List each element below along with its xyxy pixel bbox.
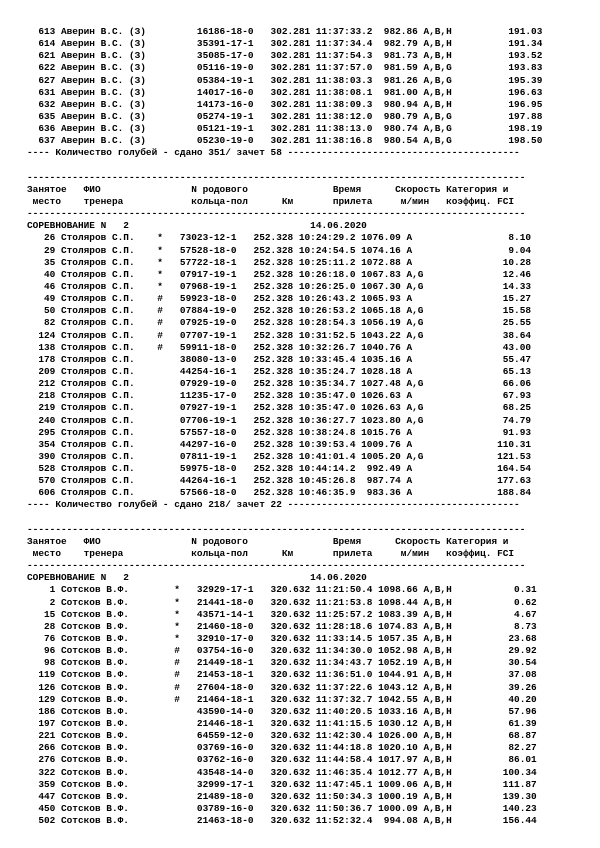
result-row: 96 Сотсков В.Ф. # 03754-16-0 320.632 11:34:30.0 1052.98 A,B,H 29.92 [27,645,537,657]
result-row: 632 Аверин В.С. (З) 14173-16-0 302.281 11:38:09.3 980.94 A,B,H 196.95 [27,98,543,110]
result-row: 218 Столяров С.П. 11235-17-0 252.328 10:35:47.0 1026.63 A 67.93 [27,390,532,402]
header-line: Занятое ФИО N родового Время Скорость Категория и [27,535,509,547]
result-row: 450 Сотсков В.Ф. 03789-16-0 320.632 11:50:36.7 1000.09 A,B,H 140.23 [27,803,537,814]
result-row: 359 Сотсков В.Ф. 32999-17-1 320.632 11:47:45.1 1009.06 A,B,H 111.87 [27,778,537,790]
section-gap [27,160,600,172]
result-row: 322 Сотсков В.Ф. 43548-14-0 320.632 11:46:35.4 1012.77 A,B,H 100.34 [27,766,537,778]
result-row: 40 Столяров С.П. * 07917-19-1 252.328 10:26:18.0 1067.83 A,G 12.46 [27,268,532,280]
section-gap [27,512,600,524]
result-row: 627 Аверин В.С. (З) 05384-19-1 302.281 11:38:03.3 981.26 A,B,G 195.39 [27,74,543,86]
result-row: 129 Сотсков В.Ф. # 21464-18-1 320.632 11:37:32.7 1042.55 A,B,H 40.20 [27,693,537,705]
result-row: 354 Столяров С.П. 44297-16-0 252.328 10:39:53.4 1009.76 A 110.31 [27,438,532,450]
section-summary: ---- Количество голубей - сдано 218/ зачет 22 ----------------------------------------- [27,499,520,511]
result-row: 528 Столяров С.П. 59975-18-0 252.328 10:44:14.2 992.49 A 164.54 [27,463,532,475]
result-row: 26 Столяров С.П. * 73023-12-1 252.328 10:24:29.2 1076.09 A 8.10 [27,232,532,244]
competition-line: СОРЕВНОВАНИЕ N 2 14.06.2020 [27,572,367,584]
result-row: 240 Столяров С.П. 07706-19-1 252.328 10:36:27.7 1023.80 A,G 74.79 [27,414,532,426]
separator-line: ---------------------------------------------------------------------------------------- [27,523,526,535]
separator-line: ---------------------------------------------------------------------------------------- [27,560,526,572]
result-row: 622 Аверин В.С. (З) 05116-19-0 302.281 11:37:57.0 981.59 A,B,G 193.83 [27,62,543,74]
result-row: 276 Сотсков В.Ф. 03762-16-0 320.632 11:44:58.4 1017.97 A,B,H 86.01 [27,754,537,766]
result-row: 1 Сотсков В.Ф. * 32929-17-1 320.632 11:21:50.4 1098.66 A,B,H 0.31 [27,584,537,596]
result-row: 219 Столяров С.П. 07927-19-1 252.328 10:35:47.0 1026.63 A,G 68.25 [27,402,532,414]
result-row: 613 Аверин В.С. (З) 16186-18-0 302.281 11:37:33.2 982.86 A,B,H 191.03 [27,26,543,37]
result-row: 570 Столяров С.П. 44264-16-1 252.328 10:45:26.8 987.74 A 177.63 [27,475,532,487]
result-row: 46 Столяров С.П. * 07968-19-1 252.328 10:26:25.0 1067.30 A,G 14.33 [27,280,532,292]
result-row: 631 Аверин В.С. (З) 14017-16-0 302.281 11:38:08.1 981.00 A,B,H 196.63 [27,86,543,98]
result-row: 76 Сотсков В.Ф. * 32910-17-0 320.632 11:33:14.5 1057.35 A,B,H 23.68 [27,633,537,645]
result-row: 636 Аверин В.С. (З) 05121-19-1 302.281 11:38:13.0 980.74 A,B,G 198.19 [27,123,543,135]
header-line: место тренера кольца-пол Км прилета м/мин коэффиц. FCI [27,195,515,207]
result-row: 28 Сотсков В.Ф. * 21460-18-0 320.632 11:28:18.6 1074.83 A,B,H 8.73 [27,620,537,632]
result-row: 35 Столяров С.П. * 57722-18-1 252.328 10:25:11.2 1072.88 A 10.28 [27,256,532,268]
result-row: 49 Столяров С.П. # 59923-18-0 252.328 10:26:43.2 1065.93 A 15.27 [27,293,532,305]
result-row: 178 Столяров С.П. 38080-13-0 252.328 10:33:45.4 1035.16 A 55.47 [27,353,532,365]
result-row: 606 Столяров С.П. 57566-18-0 252.328 10:46:35.9 983.36 A 188.84 [27,487,532,499]
result-row: 119 Сотсков В.Ф. # 21453-18-1 320.632 11:36:51.0 1044.91 A,B,H 37.08 [27,669,537,681]
result-row: 221 Сотсков В.Ф. 64559-12-0 320.632 11:42:30.4 1026.00 A,B,H 68.87 [27,730,537,742]
header-line: место тренера кольца-пол Км прилета м/мин коэффиц. FCI [27,548,515,560]
result-row: 637 Аверин В.С. (З) 05230-19-0 302.281 11:38:16.8 980.54 A,B,G 198.50 [27,135,543,147]
result-row: 209 Столяров С.П. 44254-16-1 252.328 10:35:24.7 1028.18 A 65.13 [27,365,532,377]
result-row: 50 Столяров С.П. # 07884-19-0 252.328 10:26:53.2 1065.18 A,G 15.58 [27,305,532,317]
section-summary: ---- Количество голубей - сдано 351/ зачет 58 ----------------------------------------- [27,147,520,159]
result-row: 621 Аверин В.С. (З) 35085-17-0 302.281 11:37:54.3 981.73 A,B,H 193.52 [27,50,543,62]
result-row: 266 Сотсков В.Ф. 03769-16-0 320.632 11:44:18.8 1020.10 A,B,H 82.27 [27,742,537,754]
result-row: 126 Сотсков В.Ф. # 27604-18-0 320.632 11:37:22.6 1043.12 A,B,H 39.26 [27,681,537,693]
result-row: 614 Аверин В.С. (З) 35391-17-1 302.281 11:37:34.4 982.79 A,B,H 191.34 [27,38,543,50]
result-row: 29 Столяров С.П. * 57528-18-0 252.328 10:24:54.5 1074.16 A 9.04 [27,244,532,256]
result-row: 212 Столяров С.П. 07929-19-0 252.328 10:35:34.7 1027.48 A,G 66.06 [27,378,532,390]
result-row: 82 Столяров С.П. # 07925-19-0 252.328 10:28:54.3 1056.19 A,G 25.55 [27,317,532,329]
separator-line: ---------------------------------------------------------------------------------------- [27,208,526,220]
result-row: 635 Аверин В.С. (З) 05274-19-1 302.281 11:38:12.0 980.79 A,B,G 197.88 [27,110,543,122]
result-row: 2 Сотсков В.Ф. * 21441-18-0 320.632 11:21:53.8 1098.44 A,B,H 0.62 [27,596,537,608]
result-row: 197 Сотсков В.Ф. 21446-18-1 320.632 11:41:15.5 1030.12 A,B,H 61.39 [27,718,537,730]
result-row: 186 Сотсков В.Ф. 43590-14-0 320.632 11:40:20.5 1033.16 A,B,H 57.96 [27,705,537,717]
result-row: 295 Столяров С.П. 57557-18-0 252.328 10:38:24.8 1015.76 A 91.93 [27,426,532,438]
result-row: 15 Сотсков В.Ф. * 43571-14-1 320.632 11:25:57.2 1083.39 A,B,H 4.67 [27,608,537,620]
header-line: Занятое ФИО N родового Время Скорость Категория и [27,183,509,195]
separator-line: ---------------------------------------------------------------------------------------- [27,171,526,183]
competition-line: СОРЕВНОВАНИЕ N 2 14.06.2020 [27,220,367,232]
result-row: 124 Столяров С.П. # 07707-19-1 252.328 10:31:52.5 1043.22 A,G 38.64 [27,329,532,341]
result-row: 390 Столяров С.П. 07811-19-1 252.328 10:41:01.4 1005.20 A,G 121.53 [27,450,532,462]
result-row: 98 Сотсков В.Ф. # 21449-18-1 320.632 11:34:43.7 1052.19 A,B,H 30.54 [27,657,537,669]
result-row: 502 Сотсков В.Ф. 21463-18-0 320.632 11:52:32.4 994.08 A,B,H 156.44 [27,815,537,827]
result-row: 447 Сотсков В.Ф. 21489-18-0 320.632 11:50:34.3 1000.19 A,B,H 139.30 [27,790,537,802]
result-row: 138 Столяров С.П. # 59911-18-0 252.328 10:32:26.7 1040.76 A 43.00 [27,341,532,353]
